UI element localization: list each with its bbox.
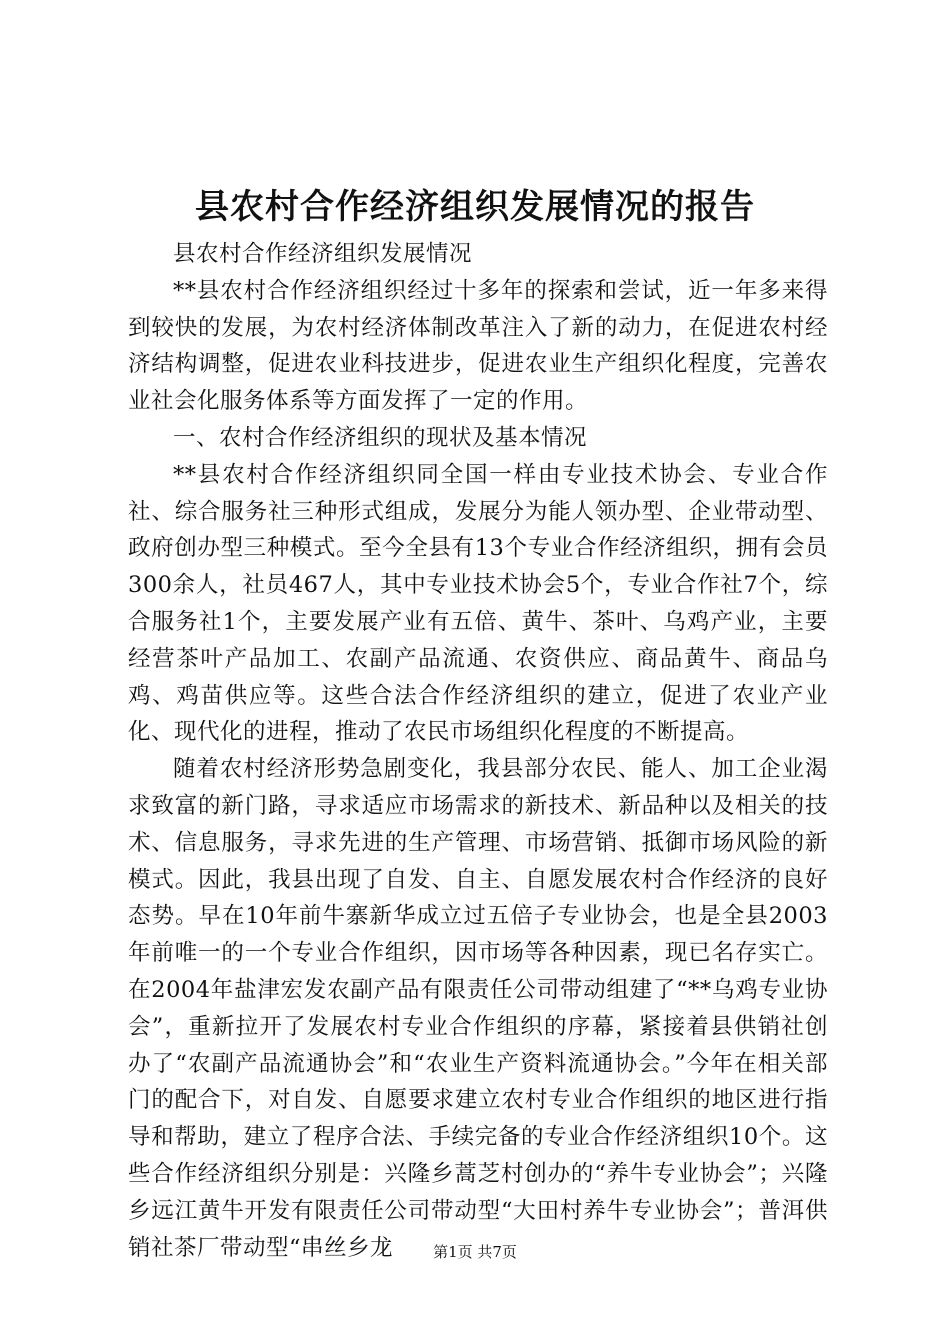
paragraph-development: 随着农村经济形势急剧变化，我县部分农民、能人、加工企业渴求致富的新门路，寻求适应市场需求的新技术、新品种以及相关的技术、信息服务，寻求先进的生产管理、市场营销、抵御市场风险的新模式。因此，我县出现了自发、自主、自愿发展农村合作经济的良好态势。早在10年前牛寨新华成立过五倍子专业协会，也是全县2003年前唯一的一个专业合作组织，因市场等各种因素，现已名存实亡。在2004年盐津宏发农副产品有限责任公司带动组建了“**乌鸡专业协会”，重新拉开了发展农村专业合作组织的序幕，紧接着县供销社创办了“农副产品流通协会”和“农业生产资料流通协会。”今年在相关部门的配合下，对自发、自愿要求建立农村专业合作组织的地区进行指导和帮助，建立了程序合法、手续完备的专业合作经济组织10个。这些合作经济组织分别是：兴隆乡蒿芝村创办的“养牛专业协会”；兴隆乡远江黄牛开发有限责任公司带动型“大田村养牛专业协会”；普洱供销社茶厂带动型“串丝乡龙	[128, 756, 828, 1261]
document-title: 县农村合作经济组织发展情况的报告	[195, 187, 755, 227]
paragraph-intro: **县农村合作经济组织经过十多年的探索和尝试，近一年多来得到较快的发展，为农村经济体制改革注入了新的动力，在促进农村经济结构调整，促进农业科技进步，促进农业生产组织化程度，完善农业社会化服务体系等方面发挥了一定的作用。	[128, 277, 828, 415]
paragraph-status: **县农村合作经济组织同全国一样由专业技术协会、专业合作社、综合服务社三种形式组成，发展分为能人领办型、企业带动型、政府创办型三种模式。至今全县有13个专业合作经济组织，拥有会员300余人，社员467人，其中专业技术协会5个，专业合作社7个，综合服务社1个，主要发展产业有五倍、黄牛、茶叶、乌鸡产业，主要经营茶叶产品加工、农副产品流通、农资供应、商品黄牛、商品乌鸡、鸡苗供应等。这些合法合作经济组织的建立，促进了农业产业化、现代化的进程，推动了农民市场组织化程度的不断提高。	[128, 461, 828, 746]
section-heading: 一、农村合作经济组织的现状及基本情况	[173, 424, 588, 451]
page-footer: 第1页 共7页	[433, 1243, 517, 1261]
document-body	[128, 236, 828, 1266]
paragraph-subtitle: 县农村合作经济组织发展情况	[173, 241, 473, 267]
